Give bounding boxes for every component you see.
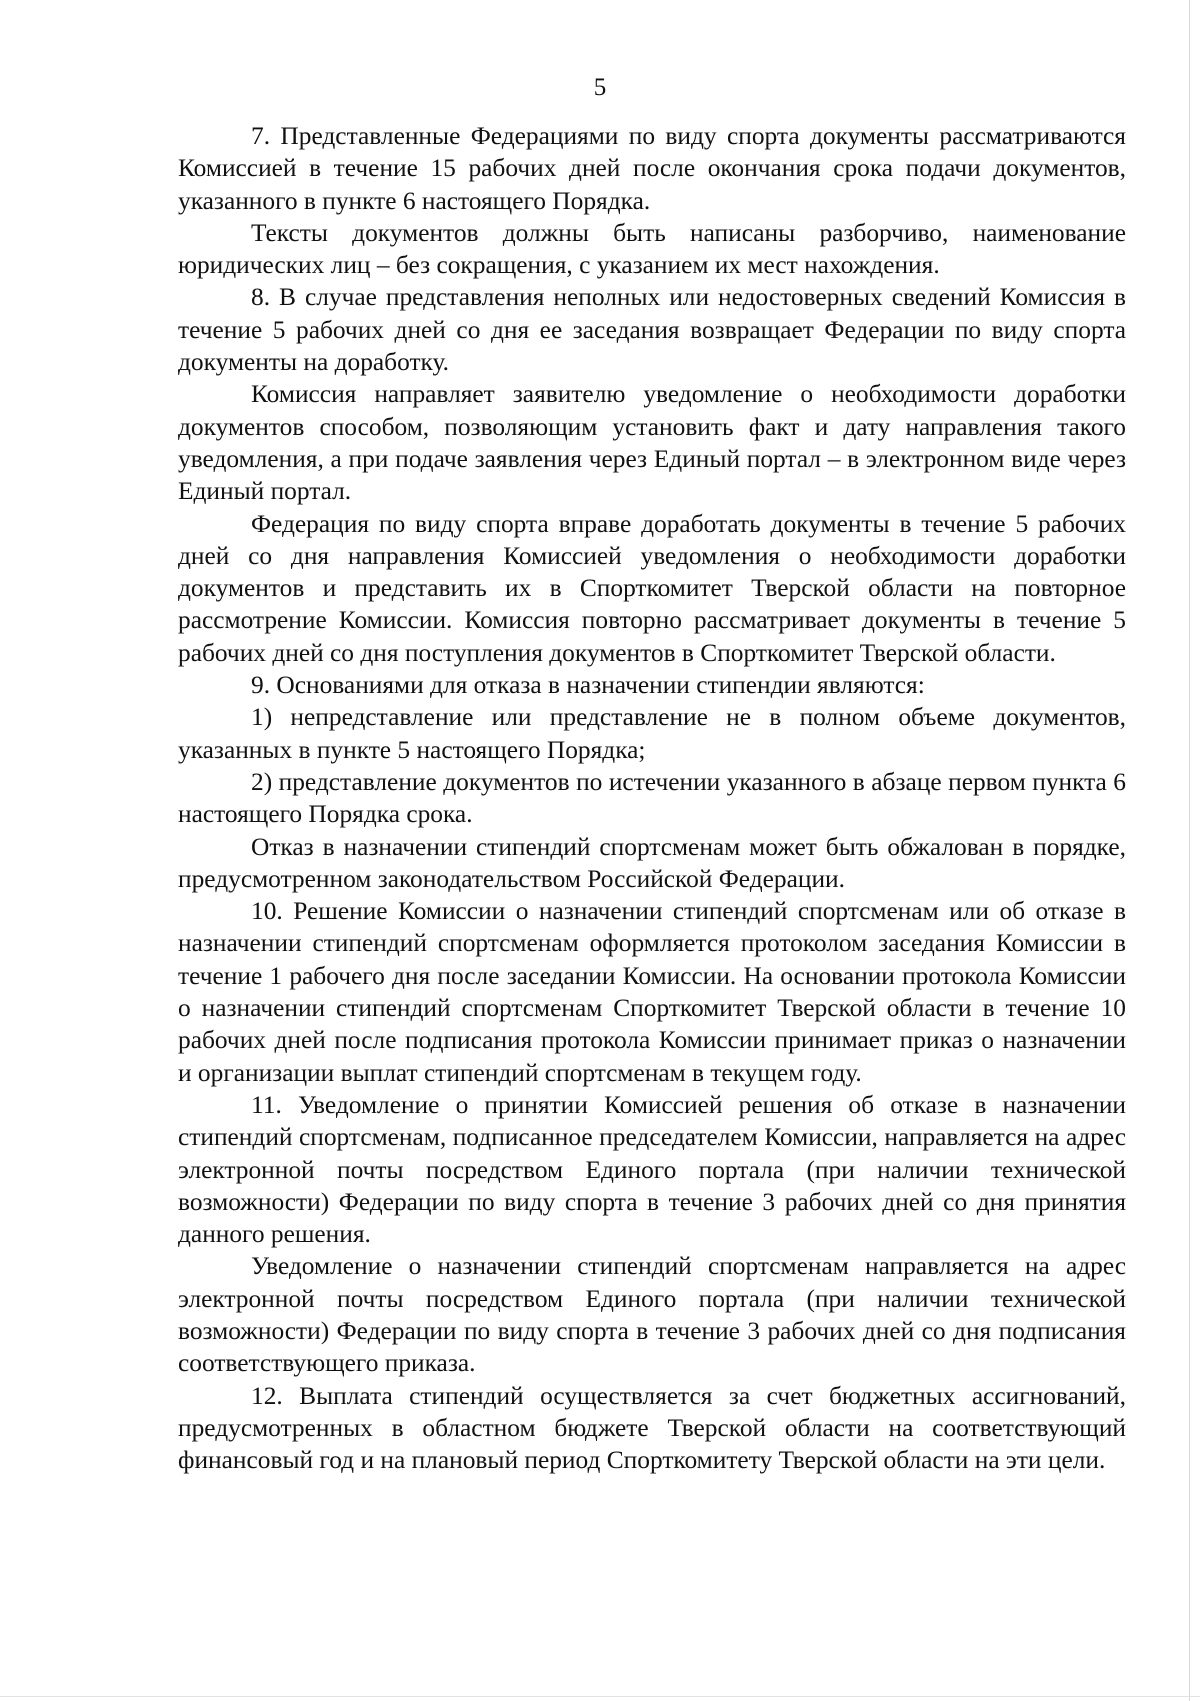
paragraph-9: 9. Основаниями для отказа в назначении стипендии являются: (251, 671, 925, 700)
scan-edge-line (1189, 0, 1190, 1701)
document-body (178, 120, 1126, 1476)
paragraph-10: 10. Решение Комиссии о назначении стипендий спортсменам или об отказе в назначении стипендий спортсменам оформляется протоколом заседания Комиссии в течение 1 рабочего дня после заседании Комиссии. На основании протокола Комиссии о назначении стипендий спортсменам Спорткомитет Тверской области в течение 10 рабочих дней после подписания протокола Комиссии принимает приказ о назначении и организации выплат стипендий спортсменам в текущем году. (178, 897, 1126, 1087)
paragraph-9-item-2: 2) представление документов по истечении указанного в абзаце первом пункта 6 настоящего Порядка срока. (178, 767, 1126, 829)
paragraph-11-notice: Уведомление о назначении стипендий спортсменам направляется на адрес электронной почты посредством Единого портала (при наличии технической возможности) Федерации по виду спорта в течение 3 рабочих дней со дня подписания соответствующего приказа. (178, 1252, 1126, 1378)
paragraph-8: 8. В случае представления неполных или недостоверных сведений Комиссия в течение 5 рабочих дней со дня ее заседания возвращает Федерации по виду спорта документы на доработку. (178, 283, 1126, 377)
paragraph-8-notice: Комиссия направляет заявителю уведомление о необходимости доработки документов способом, позволяющим установить факт и дату направления такого уведомления, а при подаче заявления через Единый портал – в электронном виде через Единый портал. (178, 380, 1126, 506)
paragraph-11: 11. Уведомление о принятии Комиссией решения об отказе в назначении стипендий спортсменам, подписанное председателем Комиссии, направляется на адрес электронной почты посредством Единого портала (при наличии технической возможности) Федерации по виду спорта в течение 3 рабочих дней со дня принятия данного решения. (178, 1090, 1126, 1249)
scan-bottom-line (0, 1696, 1200, 1697)
paragraph-8-revision: Федерация по виду спорта вправе доработать документы в течение 5 рабочих дней со дня направления Комиссией уведомления о необходимости доработки документов и представить их в Спорткомитет Тверской области на повторное рассмотрение Комиссии. Комиссия повторно рассматривает документы в течение 5 рабочих дней со дня поступления документов в Спорткомитет Тверской области. (178, 509, 1126, 667)
paragraph-7-texts: Тексты документов должны быть написаны разборчиво, наименование юридических лиц – без сокращения, с указанием их мест нахождения. (178, 218, 1126, 280)
paragraph-7: 7. Представленные Федерациями по виду спорта документы рассматриваются Комиссией в течение 15 рабочих дней после окончания срока подачи документов, указанного в пункте 6 настоящего Порядка. (178, 122, 1126, 215)
paragraph-9-item-1: 1) непредставление или представление не в полном объеме документов, указанных в пункте 5 настоящего Порядка; (178, 703, 1126, 764)
paragraph-12: 12. Выплата стипендий осуществляется за счет бюджетных ассигнований, предусмотренных в областном бюджете Тверской области на соответствующий финансовый год и на плановый период Спорткомитету Тверской области на эти цели. (178, 1381, 1126, 1475)
page-number: 5 (593, 74, 607, 101)
paragraph-9-appeal: Отказ в назначении стипендий спортсменам может быть обжалован в порядке, предусмотренном законодательством Российской Федерации. (178, 832, 1126, 893)
